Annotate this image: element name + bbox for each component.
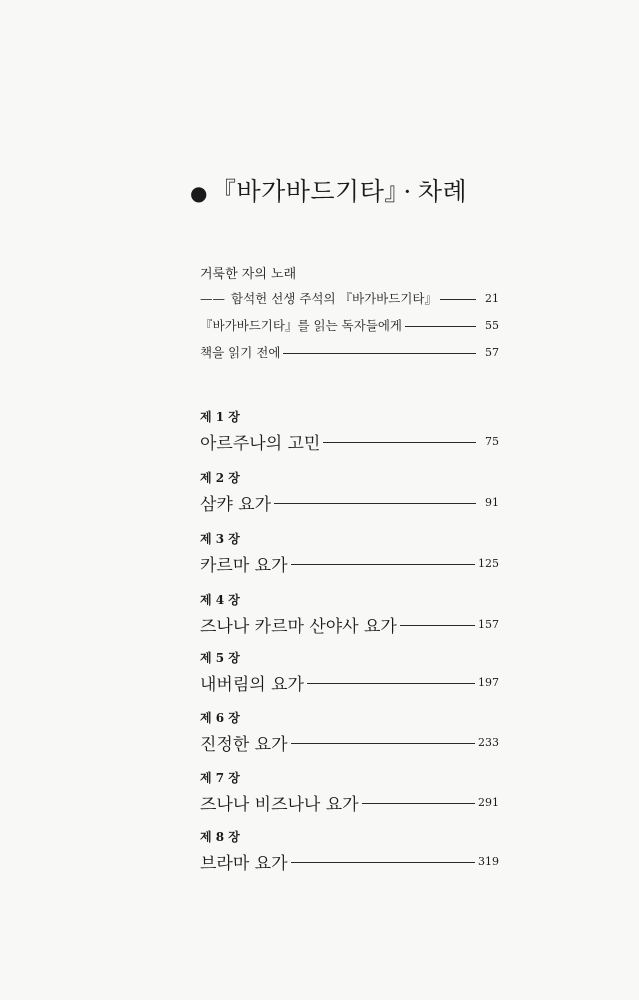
toc-page-number: 197 xyxy=(478,676,499,689)
toc-chapter-5[interactable] xyxy=(200,670,499,695)
toc-entry-foreword[interactable] xyxy=(200,289,499,307)
title-book-name: 『바가바드기타』 xyxy=(210,177,398,206)
chapter-title: 즈나나 카르마 산야사 요가 xyxy=(200,617,397,637)
toc-page-number: 55 xyxy=(485,318,499,332)
toc-chapter-3[interactable] xyxy=(200,551,499,576)
chapter-title: 진정한 요가 xyxy=(200,735,288,755)
toc-page-number: 21 xyxy=(485,291,499,305)
toc-entry-before-reading[interactable] xyxy=(200,343,499,361)
chapter-number: 제 5 장 xyxy=(200,651,240,665)
chapter-number: 제 6 장 xyxy=(200,711,240,725)
toc-chapter-1[interactable] xyxy=(200,429,499,454)
toc-chapter-7[interactable] xyxy=(200,790,499,815)
toc-entry-dash: —— xyxy=(200,291,225,306)
toc-page-number: 319 xyxy=(478,855,499,868)
toc-chapter-8[interactable] xyxy=(200,849,499,874)
chapter-title: 내버림의 요가 xyxy=(200,675,304,695)
dot-leader xyxy=(274,503,476,504)
toc-page-number: 75 xyxy=(485,435,499,448)
title-separator: · xyxy=(403,177,412,206)
chapter-number: 제 7 장 xyxy=(200,771,240,785)
chapter-number: 제 1 장 xyxy=(200,410,240,424)
toc-page-number: 91 xyxy=(485,496,499,509)
chapter-number: 제 4 장 xyxy=(200,593,240,607)
toc-entry-label: —— 함석헌 선생 주석의 『바가바드기타』 xyxy=(200,291,437,306)
toc-page-number: 57 xyxy=(485,345,499,359)
dot-leader xyxy=(291,564,475,565)
toc-page-number: 233 xyxy=(478,736,499,749)
chapter-title: 카르마 요가 xyxy=(200,556,288,576)
toc-page-number: 125 xyxy=(478,557,499,570)
toc-page-number: 157 xyxy=(478,618,499,631)
chapter-number: 제 2 장 xyxy=(200,471,240,485)
chapter-number: 제 8 장 xyxy=(200,830,240,844)
chapter-title: 삼캬 요가 xyxy=(200,495,272,515)
toc-chapter-2[interactable] xyxy=(200,490,499,515)
toc-entry-label: 책을 읽기 전에 xyxy=(200,345,281,360)
title-bullet: ● xyxy=(190,181,208,205)
toc-page-number: 291 xyxy=(478,796,499,809)
dot-leader xyxy=(405,326,476,327)
front-matter-heading: 거룩한 자의 노래 xyxy=(200,267,297,282)
toc-chapter-6[interactable] xyxy=(200,730,499,755)
dot-leader xyxy=(440,299,476,300)
chapter-title: 아르주나의 고민 xyxy=(200,434,321,454)
title-contents-label: 차례 xyxy=(417,177,468,206)
page-title xyxy=(190,172,467,208)
chapter-title: 브라마 요가 xyxy=(200,854,288,874)
dot-leader xyxy=(291,862,475,863)
toc-entry-label: 『바가바드기타』를 읽는 독자들에게 xyxy=(200,318,402,333)
toc-chapter-4[interactable] xyxy=(200,612,499,637)
dot-leader xyxy=(291,743,475,744)
dot-leader xyxy=(323,442,476,443)
toc-entry-to-readers[interactable] xyxy=(200,316,499,334)
chapter-title: 즈나나 비즈나나 요가 xyxy=(200,795,359,815)
dot-leader xyxy=(307,683,475,684)
dot-leader xyxy=(362,803,475,804)
chapter-number: 제 3 장 xyxy=(200,532,240,546)
dot-leader xyxy=(400,625,475,626)
dot-leader xyxy=(283,353,476,354)
